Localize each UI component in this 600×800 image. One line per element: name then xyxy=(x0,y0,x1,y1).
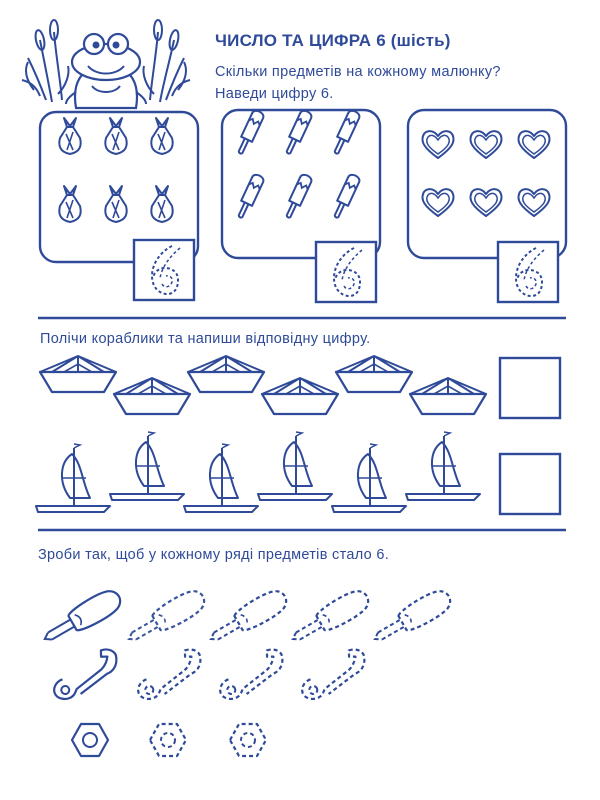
sail-boats-row xyxy=(36,432,480,512)
task1-instruction-line2: Наведи цифру 6. xyxy=(215,86,334,102)
trace-box-3[interactable] xyxy=(498,242,558,302)
frog-illustration xyxy=(22,20,190,108)
wrench-row xyxy=(46,646,372,702)
task1-heart-group xyxy=(408,110,566,302)
task1-candy-group xyxy=(40,112,198,300)
trace-box-2[interactable] xyxy=(316,242,376,302)
task1-instruction-line1: Скільки предметів на кожному малюнку? xyxy=(215,64,501,80)
paper-boats-row xyxy=(40,356,486,414)
trace-box-1[interactable] xyxy=(134,240,194,300)
task2-instruction: Полічи кораблики та напиши відповідну цифру. xyxy=(40,331,371,347)
nut-row xyxy=(72,724,266,756)
screwdriver-row xyxy=(39,586,455,650)
answer-box-paper-boats[interactable] xyxy=(500,358,560,418)
answer-box-sail-boats[interactable] xyxy=(500,454,560,514)
page-title: ЧИСЛО ТА ЦИФРА 6 (шість) xyxy=(215,31,451,50)
task3-instruction: Зроби так, щоб у кожному ряді предметів стало 6. xyxy=(38,547,390,563)
task1-icecream-group xyxy=(222,109,380,302)
